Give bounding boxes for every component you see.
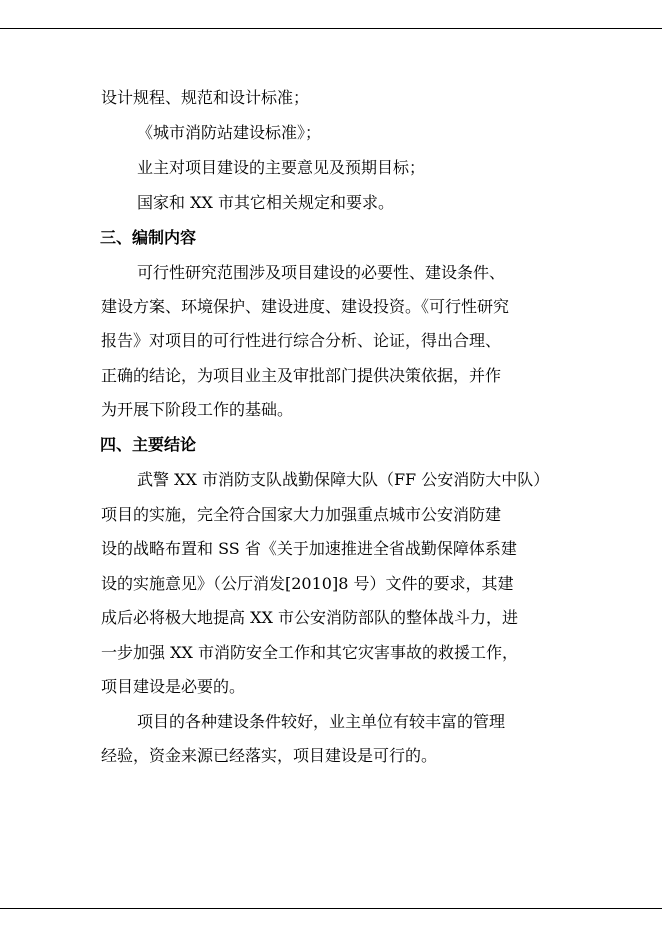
text-line: 设计规程、规范和设计标准； (101, 88, 310, 107)
header-rule (0, 28, 662, 29)
text-line: 为开展下阶段工作的基础。 (101, 400, 294, 419)
text-line: 建设方案、环境保护、建设进度、建设投资。《可行性研究 (101, 297, 510, 316)
text-line: 业主对项目建设的主要意见及预期目标； (137, 158, 426, 177)
text-line: 经验，资金来源已经落实，项目建设是可行的。 (101, 746, 438, 765)
text-line: 一步加强 XX 市消防安全工作和其它灾害事故的救援工作， (101, 643, 518, 662)
footer-rule (0, 908, 662, 909)
text-line: 武警 XX 市消防支队战勤保障大队（FF 公安消防大中队） (137, 470, 550, 489)
text-line: 成后必将极大地提高 XX 市公安消防部队的整体战斗力，进 (101, 608, 518, 627)
text-line: 可行性研究范围涉及项目建设的必要性、建设条件、 (137, 263, 506, 282)
text-line: 正确的结论，为项目业主及审批部门提供决策依据，并作 (101, 366, 502, 385)
text-line: 设的实施意见》（公厅消发[2010]8 号）文件的要求，其建 (101, 574, 514, 593)
section-heading: 三、编制内容 (100, 228, 197, 247)
text-line: 项目的各种建设条件较好，业主单位有较丰富的管理 (137, 712, 506, 731)
text-line: 《城市消防站建设标准》； (137, 123, 322, 142)
section-heading: 四、主要结论 (100, 435, 197, 454)
text-line: 设的战略布置和 SS 省《关于加速推进全省战勤保障体系建 (101, 539, 517, 558)
text-line: 项目的实施，完全符合国家大力加强重点城市公安消防建 (101, 505, 502, 524)
text-line: 项目建设是必要的。 (101, 677, 246, 696)
text-line: 报告》对项目的可行性进行综合分析、论证，得出合理、 (101, 331, 502, 350)
text-line: 国家和 XX 市其它相关规定和要求。 (137, 193, 394, 212)
